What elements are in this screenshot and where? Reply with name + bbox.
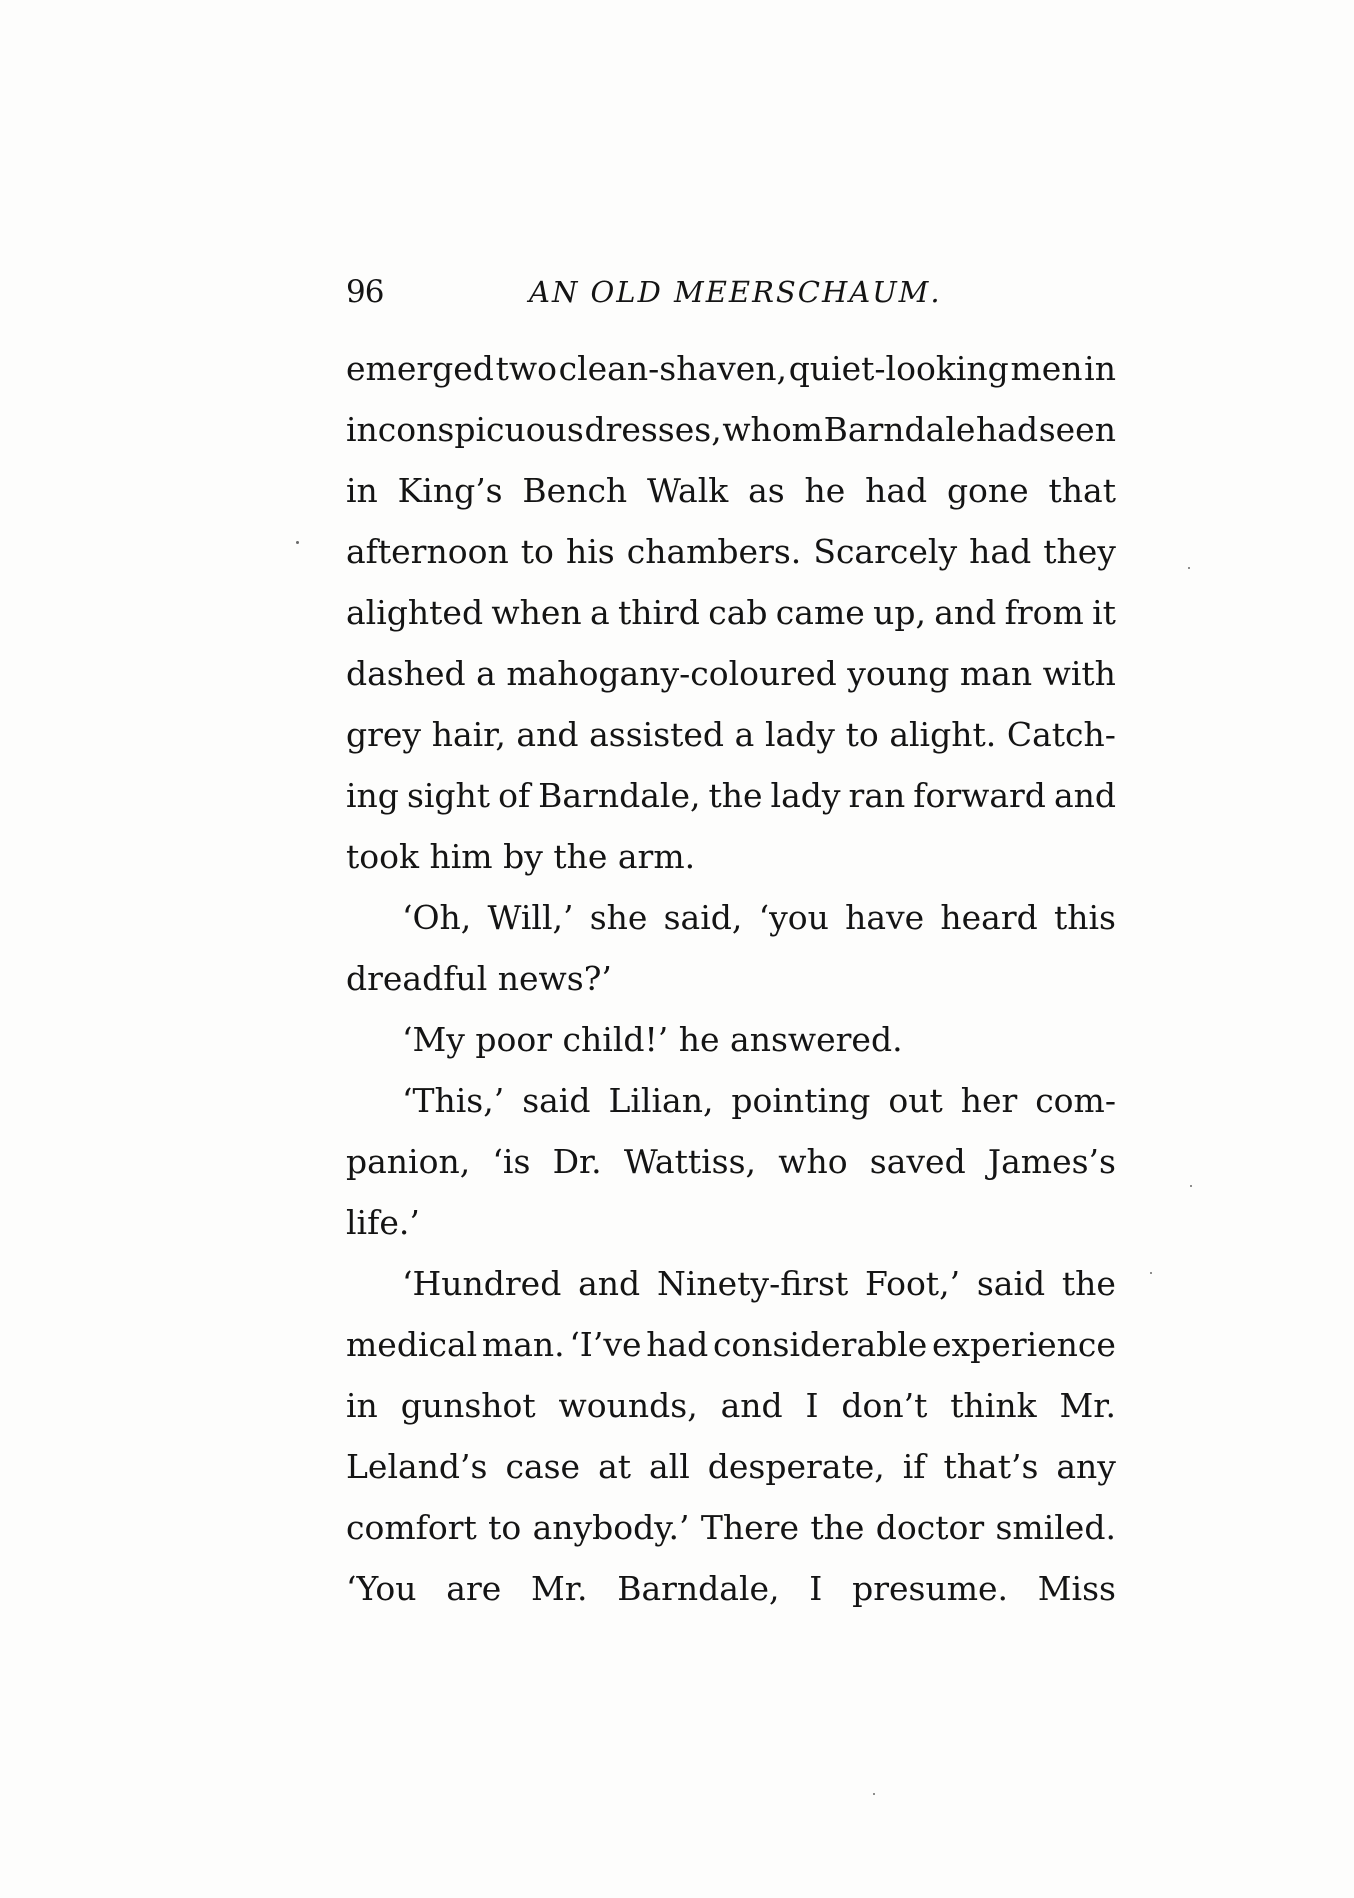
word: had <box>976 410 1039 449</box>
word: to <box>845 715 879 754</box>
word: forward <box>913 776 1046 815</box>
word: pointing <box>731 1081 871 1120</box>
word: whom <box>722 410 823 449</box>
word: King’s <box>397 471 503 510</box>
word: wounds, <box>558 1386 698 1425</box>
word: Dr. <box>552 1142 602 1181</box>
word: her <box>960 1081 1018 1120</box>
word: I <box>805 1386 819 1425</box>
word: Barndale, <box>617 1569 780 1608</box>
word: doctor <box>875 1508 985 1547</box>
text-line-14 <box>346 1131 1116 1192</box>
word: dashed <box>346 654 466 693</box>
word: cab <box>708 593 768 632</box>
word: ‘Oh, <box>402 898 472 937</box>
word: and <box>578 1264 641 1303</box>
text-line-1 <box>346 338 1116 399</box>
word: are <box>446 1569 502 1608</box>
word: have <box>845 898 925 937</box>
word: young <box>847 654 950 693</box>
word: and <box>516 715 579 754</box>
word: considerable <box>712 1325 928 1364</box>
word: gunshot <box>400 1386 536 1425</box>
word: desperate, <box>707 1447 885 1486</box>
word: third <box>617 593 700 632</box>
word: Barndale, <box>538 776 701 815</box>
word: man <box>959 654 1033 693</box>
word: ran <box>848 776 906 815</box>
scan-speck <box>1150 1272 1152 1274</box>
word: James’s <box>987 1142 1116 1181</box>
text-line-19 <box>346 1436 1116 1497</box>
word: heard <box>940 898 1038 937</box>
word: gone <box>946 471 1029 510</box>
word: with <box>1042 654 1116 693</box>
scan-speck <box>873 1793 875 1795</box>
word: said, <box>663 898 743 937</box>
word: panion, <box>346 1142 471 1181</box>
word: Lilian, <box>608 1081 714 1120</box>
word: had <box>969 532 1032 571</box>
word: chambers. <box>626 532 802 571</box>
word: a <box>589 593 610 632</box>
word: I <box>809 1569 823 1608</box>
word: mahogany-coloured <box>506 654 837 693</box>
word: she <box>589 898 648 937</box>
word: man. <box>481 1325 565 1364</box>
text-line-6 <box>346 643 1116 704</box>
word: and <box>1053 776 1116 815</box>
word: said <box>976 1264 1046 1303</box>
word: he <box>804 471 846 510</box>
word: com- <box>1035 1081 1116 1120</box>
word: medical <box>346 1325 478 1364</box>
page-number: 96 <box>346 274 384 310</box>
word: a <box>476 654 496 693</box>
word: the <box>810 1508 865 1547</box>
word: Mr. <box>1059 1386 1116 1425</box>
word: grey <box>346 715 422 754</box>
word: and <box>934 593 997 632</box>
word: this <box>1053 898 1116 937</box>
word: the <box>1061 1264 1116 1303</box>
running-title: AN OLD MEERSCHAUM. <box>529 275 942 309</box>
text-line-2 <box>346 399 1116 460</box>
word: assisted <box>589 715 725 754</box>
word: to <box>488 1508 522 1547</box>
word: they <box>1043 532 1116 571</box>
word: if <box>902 1447 926 1486</box>
word: saved <box>869 1142 966 1181</box>
word: alight. <box>889 715 997 754</box>
word: and <box>720 1386 783 1425</box>
word: when <box>491 593 582 632</box>
word: the <box>708 776 763 815</box>
word: it <box>1092 593 1116 632</box>
text-line-15: life.’ <box>346 1203 420 1242</box>
word: Scarcely <box>813 532 958 571</box>
word: at <box>598 1447 632 1486</box>
word: experience <box>932 1325 1116 1364</box>
text-line-8 <box>346 765 1116 826</box>
word: to <box>520 532 554 571</box>
word: quiet-looking <box>788 349 1009 388</box>
word: two <box>495 349 557 388</box>
word: hair, <box>431 715 506 754</box>
word: Bench <box>522 471 628 510</box>
word: men <box>1010 349 1083 388</box>
word: any <box>1056 1447 1116 1486</box>
word: presume. <box>852 1569 1009 1608</box>
text-line-4 <box>346 521 1116 582</box>
word: out <box>888 1081 943 1120</box>
word: in <box>346 1386 378 1425</box>
word: his <box>565 532 615 571</box>
word: lady <box>764 715 835 754</box>
word: who <box>778 1142 848 1181</box>
scan-speck <box>1190 1185 1192 1187</box>
text-line-10 <box>346 887 1116 948</box>
word: ‘This,’ <box>402 1081 505 1120</box>
word: Leland’s <box>346 1447 488 1486</box>
word: Wattiss, <box>623 1142 757 1181</box>
text-line-20 <box>346 1497 1116 1558</box>
text-line-9: took him by the arm. <box>346 837 696 876</box>
text-line-18 <box>346 1375 1116 1436</box>
word: alighted <box>346 593 484 632</box>
word: that’s <box>943 1447 1039 1486</box>
word: all <box>649 1447 690 1486</box>
word: ‘is <box>492 1142 531 1181</box>
text-line-13 <box>346 1070 1116 1131</box>
word: of <box>498 776 531 815</box>
word: emerged <box>346 349 494 388</box>
word: Barndale <box>823 410 976 449</box>
word: comfort <box>346 1508 477 1547</box>
word: Ninety-first <box>656 1264 849 1303</box>
word: ‘Hundred <box>402 1264 562 1303</box>
word: came <box>775 593 865 632</box>
word: as <box>748 471 785 510</box>
body-text <box>346 338 1116 1619</box>
word: ‘you <box>758 898 829 937</box>
page-header <box>346 272 1116 312</box>
word: from <box>1004 593 1084 632</box>
word: Catch- <box>1006 715 1116 754</box>
word: Foot,’ <box>864 1264 961 1303</box>
text-line-12: ‘My poor child!’ he answered. <box>402 1020 903 1059</box>
text-line-11: dreadful news?’ <box>346 959 612 998</box>
word: up, <box>873 593 926 632</box>
word: anybody.’ <box>532 1508 690 1547</box>
word: lady <box>770 776 841 815</box>
word: in <box>1084 349 1116 388</box>
word: said <box>522 1081 591 1120</box>
word: sight <box>406 776 491 815</box>
word: Mr. <box>531 1569 588 1608</box>
word: case <box>505 1447 581 1486</box>
word: afternoon <box>346 532 509 571</box>
word: had <box>646 1325 709 1364</box>
word: Walk <box>647 471 729 510</box>
text-line-17 <box>346 1314 1116 1375</box>
word: don’t <box>841 1386 928 1425</box>
scan-speck <box>1188 567 1190 569</box>
word: think <box>950 1386 1037 1425</box>
text-line-21 <box>346 1558 1116 1619</box>
word: seen <box>1038 410 1116 449</box>
word: smiled. <box>995 1508 1116 1547</box>
text-line-5 <box>346 582 1116 643</box>
word: in <box>346 471 378 510</box>
word: that <box>1048 471 1116 510</box>
word: dresses, <box>584 410 722 449</box>
text-line-3 <box>346 460 1116 521</box>
word: ‘I’ve <box>569 1325 642 1364</box>
word: There <box>700 1508 799 1547</box>
word: Miss <box>1037 1569 1116 1608</box>
text-line-16 <box>346 1253 1116 1314</box>
word: a <box>734 715 755 754</box>
word: ing <box>346 776 399 815</box>
word: had <box>865 471 928 510</box>
word: inconspicuous <box>346 410 584 449</box>
text-line-7 <box>346 704 1116 765</box>
word: ‘You <box>346 1569 417 1608</box>
scan-speck <box>296 541 299 544</box>
word: Will,’ <box>487 898 574 937</box>
word: clean-shaven, <box>558 349 788 388</box>
